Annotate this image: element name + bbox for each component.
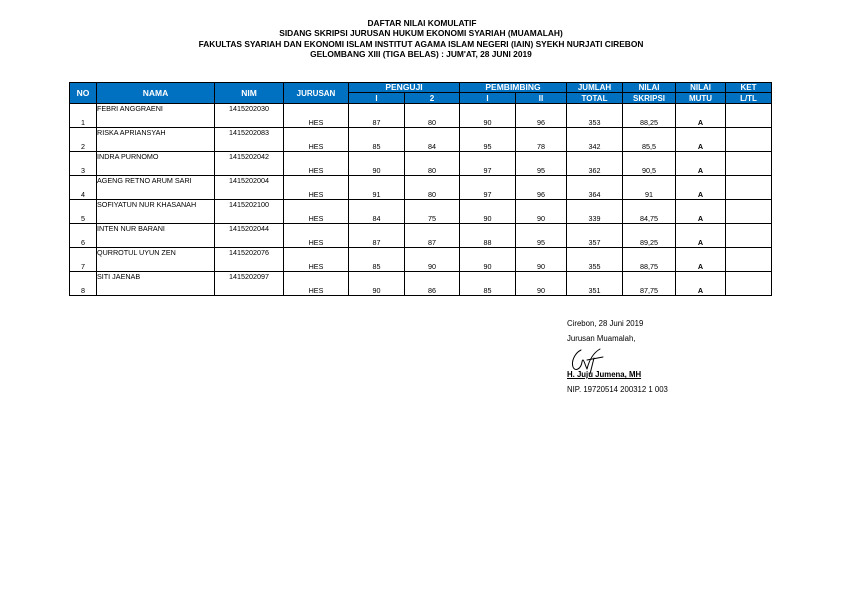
- cell-pembimbing-2: 95: [516, 152, 567, 176]
- cell-nilai-mutu: A: [676, 104, 726, 128]
- col-header-nilai-mutu-b: MUTU: [676, 93, 726, 104]
- cell-pembimbing-1: 97: [460, 152, 516, 176]
- cell-jurusan: HES: [284, 200, 349, 224]
- cell-no: 8: [70, 272, 97, 296]
- col-header-pembimbing: PEMBIMBING: [460, 83, 567, 93]
- cell-pembimbing-1: 90: [460, 104, 516, 128]
- cell-jumlah-total: 355: [567, 248, 623, 272]
- cell-no: 2: [70, 128, 97, 152]
- col-header-nilai-mutu-a: NILAI: [676, 83, 726, 93]
- cell-nilai-mutu: A: [676, 152, 726, 176]
- col-header-nama: NAMA: [97, 83, 215, 104]
- cell-penguji-1: 90: [349, 152, 405, 176]
- table-row: [70, 104, 772, 128]
- signature-name: H. Juju Jumena, MH: [567, 370, 642, 379]
- cell-nama: QURROTUL UYUN ZEN: [97, 248, 215, 272]
- col-header-jumlah-a: JUMLAH: [567, 83, 623, 93]
- cell-no: 1: [70, 104, 97, 128]
- cell-jumlah-total: 357: [567, 224, 623, 248]
- table-header: [70, 83, 772, 104]
- cell-ket: [726, 248, 772, 272]
- cell-no: 5: [70, 200, 97, 224]
- table-row: [70, 272, 772, 296]
- cell-nama: SOFIYATUN NUR KHASANAH: [97, 200, 215, 224]
- col-header-pembimbing-2: II: [516, 93, 567, 104]
- grade-table: [69, 82, 772, 296]
- cell-pembimbing-2: 95: [516, 224, 567, 248]
- cell-pembimbing-1: 90: [460, 200, 516, 224]
- cell-penguji-2: 90: [405, 248, 460, 272]
- cell-jumlah-total: 342: [567, 128, 623, 152]
- signature-position: Jurusan Muamalah,: [567, 333, 636, 343]
- cell-no: 7: [70, 248, 97, 272]
- cell-pembimbing-1: 95: [460, 128, 516, 152]
- table-row: [70, 176, 772, 200]
- col-header-nilai-skripsi-b: SKRIPSI: [623, 93, 676, 104]
- cell-nim: 1415202044: [215, 224, 284, 248]
- cell-pembimbing-1: 85: [460, 272, 516, 296]
- col-header-jurusan: JURUSAN: [284, 83, 349, 104]
- col-header-no: NO: [70, 83, 97, 104]
- cell-ket: [726, 128, 772, 152]
- cell-no: 3: [70, 152, 97, 176]
- cell-pembimbing-1: 88: [460, 224, 516, 248]
- cell-nim: 1415202100: [215, 200, 284, 224]
- cell-nilai-mutu: A: [676, 176, 726, 200]
- cell-ket: [726, 200, 772, 224]
- col-header-ket-b: L/TL: [726, 93, 772, 104]
- cell-nilai-skripsi: 87,75: [623, 272, 676, 296]
- table-body: [70, 104, 772, 296]
- table-row: [70, 152, 772, 176]
- cell-penguji-2: 87: [405, 224, 460, 248]
- cell-nilai-skripsi: 88,75: [623, 248, 676, 272]
- cell-pembimbing-2: 90: [516, 248, 567, 272]
- cell-jurusan: HES: [284, 128, 349, 152]
- document-title-block: [0, 18, 842, 60]
- cell-nilai-skripsi: 90,5: [623, 152, 676, 176]
- signature-place-date: Cirebon, 28 Juni 2019: [567, 319, 644, 328]
- cell-penguji-2: 84: [405, 128, 460, 152]
- table-row: [70, 248, 772, 272]
- cell-jumlah-total: 351: [567, 272, 623, 296]
- table-row: [70, 200, 772, 224]
- cell-jumlah-total: 364: [567, 176, 623, 200]
- cell-nama: FEBRI ANGGRAENI: [97, 104, 215, 128]
- cell-penguji-2: 75: [405, 200, 460, 224]
- cell-nim: 1415202097: [215, 272, 284, 296]
- col-header-nilai-skripsi-a: NILAI: [623, 83, 676, 93]
- cell-pembimbing-2: 96: [516, 104, 567, 128]
- cell-nilai-mutu: A: [676, 248, 726, 272]
- cell-no: 4: [70, 176, 97, 200]
- cell-nilai-mutu: A: [676, 128, 726, 152]
- col-header-ket-a: KET: [726, 83, 772, 93]
- cell-penguji-1: 87: [349, 104, 405, 128]
- cell-jurusan: HES: [284, 104, 349, 128]
- cell-nim: 1415202004: [215, 176, 284, 200]
- cell-nilai-mutu: A: [676, 224, 726, 248]
- cell-jurusan: HES: [284, 248, 349, 272]
- col-header-penguji: PENGUJI: [349, 83, 460, 93]
- cell-penguji-2: 86: [405, 272, 460, 296]
- cell-pembimbing-2: 96: [516, 176, 567, 200]
- cell-nilai-skripsi: 88,25: [623, 104, 676, 128]
- col-header-jumlah-b: TOTAL: [567, 93, 623, 104]
- cell-pembimbing-2: 90: [516, 272, 567, 296]
- cell-ket: [726, 224, 772, 248]
- cell-nilai-skripsi: 85,5: [623, 128, 676, 152]
- cell-jurusan: HES: [284, 176, 349, 200]
- cell-jurusan: HES: [284, 272, 349, 296]
- cell-pembimbing-2: 78: [516, 128, 567, 152]
- cell-nilai-mutu: A: [676, 200, 726, 224]
- cell-ket: [726, 104, 772, 128]
- cell-pembimbing-1: 97: [460, 176, 516, 200]
- cell-penguji-2: 80: [405, 176, 460, 200]
- title-line-4: GELOMBANG XIII (TIGA BELAS) : JUM'AT, 28 JUNI 2019: [310, 49, 532, 60]
- col-header-nim: NIM: [215, 83, 284, 104]
- cell-nilai-skripsi: 91: [623, 176, 676, 200]
- cell-nilai-skripsi: 84,75: [623, 200, 676, 224]
- table-row: [70, 128, 772, 152]
- cell-ket: [726, 272, 772, 296]
- cell-nama: RISKA APRIANSYAH: [97, 128, 215, 152]
- cell-ket: [726, 176, 772, 200]
- col-header-penguji-1: I: [349, 93, 405, 104]
- cell-penguji-1: 84: [349, 200, 405, 224]
- cell-penguji-2: 80: [405, 152, 460, 176]
- cell-nama: AGENG RETNO ARUM SARI: [97, 176, 215, 200]
- col-header-penguji-2: 2: [405, 93, 460, 104]
- cell-jumlah-total: 353: [567, 104, 623, 128]
- cell-nama: INDRA PURNOMO: [97, 152, 215, 176]
- cell-jumlah-total: 362: [567, 152, 623, 176]
- title-line-1: DAFTAR NILAI KOMULATIF: [367, 18, 477, 28]
- signature-nip: NIP. 19720514 200312 1 003: [567, 384, 668, 394]
- cell-nim: 1415202042: [215, 152, 284, 176]
- title-line-3: FAKULTAS SYARIAH DAN EKONOMI ISLAM INSTITUT AGAMA ISLAM NEGERI (IAIN) SYEKH NURJATI CIREBON: [198, 38, 644, 49]
- cell-ket: [726, 152, 772, 176]
- cell-jumlah-total: 339: [567, 200, 623, 224]
- cell-jurusan: HES: [284, 152, 349, 176]
- cell-nilai-skripsi: 89,25: [623, 224, 676, 248]
- col-header-pembimbing-1: I: [460, 93, 516, 104]
- cell-penguji-1: 87: [349, 224, 405, 248]
- cell-pembimbing-1: 90: [460, 248, 516, 272]
- cell-penguji-1: 90: [349, 272, 405, 296]
- cell-penguji-1: 85: [349, 248, 405, 272]
- cell-no: 6: [70, 224, 97, 248]
- cell-nilai-mutu: A: [676, 272, 726, 296]
- cell-jurusan: HES: [284, 224, 349, 248]
- cell-nama: INTEN NUR BARANI: [97, 224, 215, 248]
- cell-penguji-1: 91: [349, 176, 405, 200]
- table-row: [70, 224, 772, 248]
- cell-nim: 1415202030: [215, 104, 284, 128]
- cell-nama: SITI JAENAB: [97, 272, 215, 296]
- title-line-2: SIDANG SKRIPSI JURUSAN HUKUM EKONOMI SYARIAH (MUAMALAH): [279, 28, 563, 39]
- cell-penguji-2: 80: [405, 104, 460, 128]
- cell-pembimbing-2: 90: [516, 200, 567, 224]
- cell-penguji-1: 85: [349, 128, 405, 152]
- cell-nim: 1415202083: [215, 128, 284, 152]
- cell-nim: 1415202076: [215, 248, 284, 272]
- handwritten-signature: [567, 347, 607, 375]
